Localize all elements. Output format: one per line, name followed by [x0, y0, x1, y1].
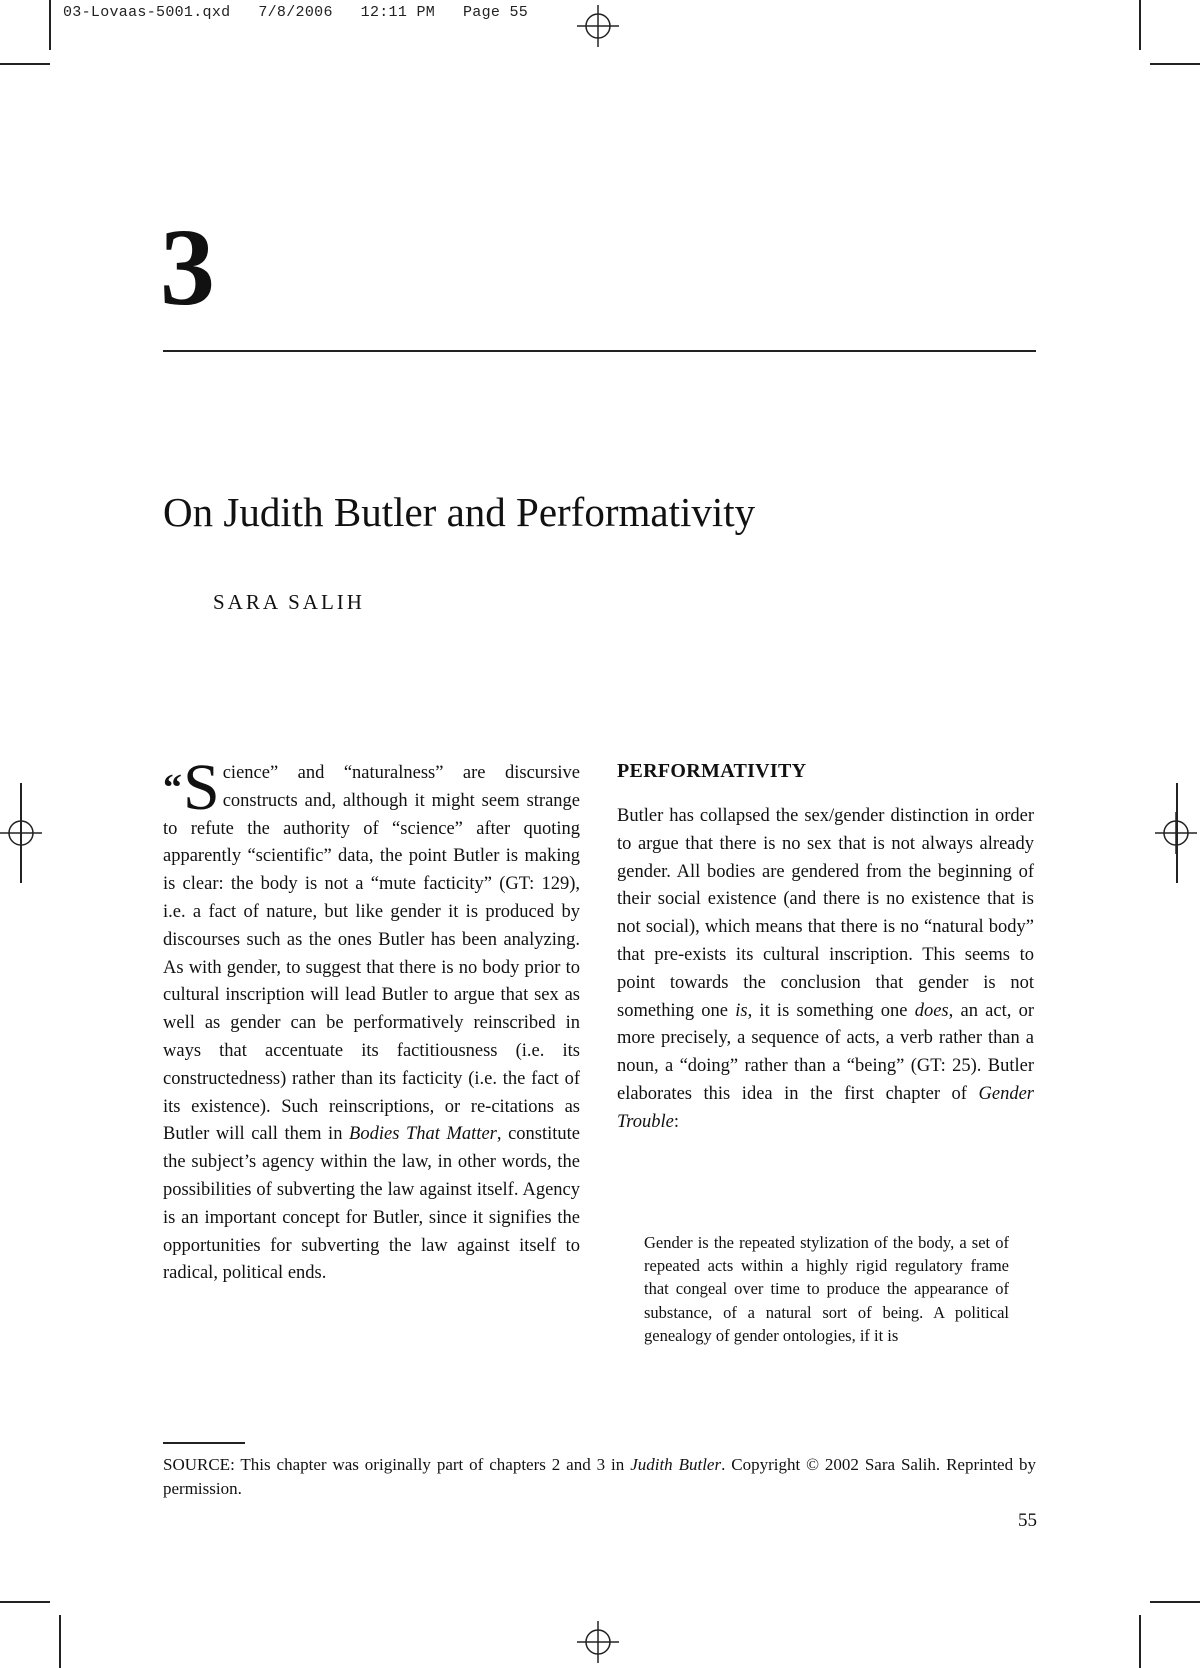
right-text-part-2: , it is something one: [747, 1000, 915, 1021]
footnote-text: [163, 1453, 1036, 1500]
left-text-part-1: cience” and “naturalness” are discursive constructs and, although it might seem strange to refute the authority of “science” after quoting apparently “scientific” data, the point Butler is making is clear: the body is not a “mute facticity” (GT: 129), i.e. a fact of nature, but like gender it is produced by discourses such as the ones Butler has been analyzing. As with gender, to suggest that there is no body prior to cultural inscription will lead Butler to argue that sex as well as gender can be performatively reinscribed in ways that accentuate its factitiousness (i.e. its constructedness) rather than its facticity (i.e. the fact of its existence). Such reinscriptions, or re-citations as Butler will call them in: [163, 763, 580, 1145]
crop-mark-bottom-left-vertical: [59, 1615, 61, 1668]
registration-mark-left-vertical-line: [20, 783, 22, 883]
chapter-number: 3: [160, 206, 215, 328]
footnote-rule: [163, 1442, 245, 1444]
chapter-author: SARA SALIH: [213, 590, 365, 614]
crop-mark-top-left-vertical: [49, 0, 51, 50]
crop-mark-top-right-vertical: [1139, 0, 1141, 50]
section-heading: PERFORMATIVITY: [617, 760, 807, 782]
right-text-emphasis-does: does: [914, 1000, 949, 1021]
right-column: [617, 803, 1034, 1137]
right-text-part-4: :: [673, 1111, 680, 1132]
opening-quote-mark: “: [163, 767, 183, 809]
footnote-part-1: SOURCE: This chapter was originally part of chapters 2 and 3 in: [163, 1455, 631, 1474]
chapter-title: On Judith Butler and Performativity: [163, 489, 756, 535]
print-slug: 03-Lovaas-5001.qxd 7/8/2006 12:11 PM Page 55: [63, 4, 529, 21]
right-text-part-1: Butler has collapsed the sex/gender distinction in order to argue that there is no sex that is not always already gender. All bodies are gendered from the beginning of their social existence (and there is no existence that is not social), which means that there is no “natural body” that pre-exists its cultural inscription. This seems to point towards the conclusion that gender is not something one: [617, 806, 1034, 1021]
crop-mark-bottom-right-vertical: [1139, 1615, 1141, 1668]
right-text-emphasis-book: Gender Trouble: [617, 1083, 1034, 1132]
left-text-part-2: , constitute the subject’s agency within the law, in other words, the possibilities of subverting the law against itself. Agency is an important concept for Butler, since it signifies the opportunities for subverting the law against itself to radical, political ends.: [163, 1124, 581, 1284]
left-column: [163, 751, 581, 1288]
crop-mark-bottom-right-horizontal: [1150, 1601, 1200, 1603]
right-text-emphasis-is: is: [735, 1000, 748, 1021]
block-quotation: [644, 1231, 1009, 1347]
footnote-book-title: Judith Butler: [630, 1455, 722, 1474]
right-column-paragraph: [617, 803, 1034, 1137]
registration-mark-right-vertical-line: [1176, 783, 1178, 883]
right-text-part-3: , an act, or more precisely, a sequence of acts, a verb rather than a noun, a “doing” rather than a “being” (GT: 25). Butler elaborates this idea in the first chapter of: [617, 1000, 1034, 1104]
crop-mark-top-left-horizontal: [0, 63, 50, 65]
page-number: 55: [1018, 1510, 1037, 1531]
crop-mark-top-right-horizontal: [1150, 63, 1200, 65]
block-quotation-text: Gender is the repeated stylization of the body, a set of repeated acts within a highly rigid regulatory frame that congeal over time to produce the appearance of substance, of a natural sort of being. A political genealogy of gender ontologies, if it is: [644, 1233, 1009, 1345]
footnote-part-2: . Copyright © 2002 Sara Salih. Reprinted by permission.: [163, 1455, 1037, 1498]
source-footnote: [163, 1453, 1036, 1500]
drop-cap-letter: S: [183, 751, 220, 824]
left-text-emphasis: Bodies That Matter: [349, 1124, 497, 1145]
chapter-rule: [163, 350, 1036, 352]
registration-mark-bottom: [577, 1621, 619, 1663]
drop-cap: [163, 751, 220, 824]
registration-mark-top: [577, 5, 619, 47]
crop-mark-bottom-left-horizontal: [0, 1601, 50, 1603]
left-column-paragraph: [163, 751, 581, 1288]
